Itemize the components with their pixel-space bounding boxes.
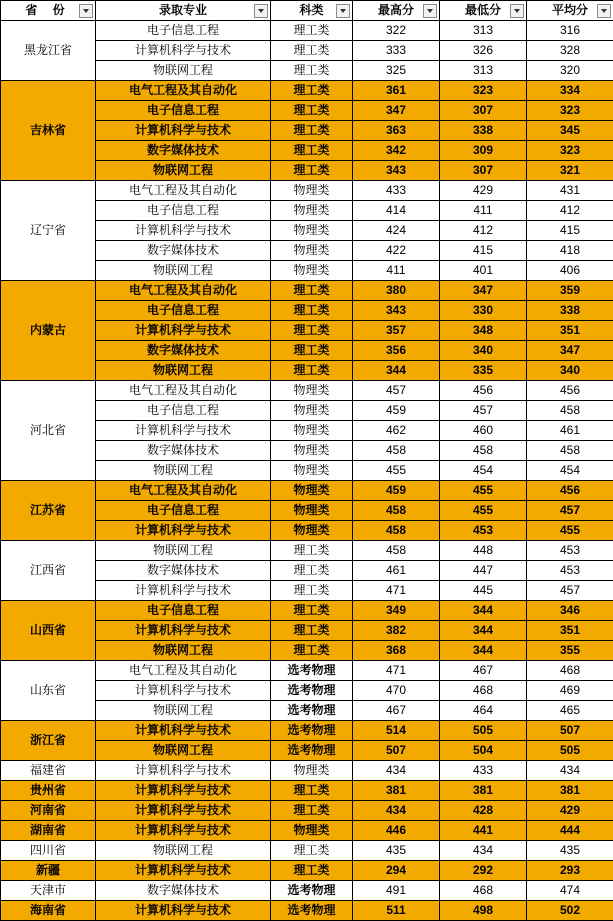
max-score-cell: 361 (353, 81, 440, 101)
major-cell: 物联网工程 (96, 741, 271, 761)
avg-score-cell: 406 (527, 261, 613, 281)
header-row (1, 1, 613, 21)
avg-score-cell: 316 (527, 21, 613, 41)
category-cell: 理工类 (271, 841, 353, 861)
avg-score-cell: 346 (527, 601, 613, 621)
min-score-cell: 340 (440, 341, 527, 361)
major-cell: 电子信息工程 (96, 21, 271, 41)
min-score-cell: 433 (440, 761, 527, 781)
max-score-cell: 325 (353, 61, 440, 81)
category-cell: 物理类 (271, 461, 353, 481)
avg-score-cell: 502 (527, 901, 613, 921)
min-score-cell: 348 (440, 321, 527, 341)
column-header-major-label: 录取专业 (159, 3, 207, 17)
province-cell: 黑龙江省 (1, 21, 96, 81)
avg-score-cell: 458 (527, 441, 613, 461)
min-score-cell: 454 (440, 461, 527, 481)
major-cell: 电气工程及其自动化 (96, 81, 271, 101)
column-header-category[interactable] (271, 1, 353, 21)
category-cell: 选考物理 (271, 721, 353, 741)
avg-score-cell: 444 (527, 821, 613, 841)
major-cell: 数字媒体技术 (96, 881, 271, 901)
province-cell: 江西省 (1, 541, 96, 601)
min-score-cell: 330 (440, 301, 527, 321)
table-row (1, 601, 613, 621)
avg-score-cell: 347 (527, 341, 613, 361)
max-score-cell: 333 (353, 41, 440, 61)
province-cell: 山东省 (1, 661, 96, 721)
max-score-cell: 381 (353, 781, 440, 801)
category-cell: 物理类 (271, 441, 353, 461)
avg-score-cell: 321 (527, 161, 613, 181)
column-header-category-label: 科类 (299, 3, 323, 17)
category-cell: 理工类 (271, 281, 353, 301)
category-cell: 理工类 (271, 601, 353, 621)
avg-score-cell: 323 (527, 141, 613, 161)
max-score-cell: 343 (353, 301, 440, 321)
major-cell: 电气工程及其自动化 (96, 381, 271, 401)
min-score-cell: 460 (440, 421, 527, 441)
province-cell: 河南省 (1, 801, 96, 821)
category-cell: 理工类 (271, 581, 353, 601)
column-header-avg-label: 平均分 (552, 3, 588, 17)
avg-score-cell: 453 (527, 561, 613, 581)
table-row (1, 281, 613, 301)
category-cell: 理工类 (271, 121, 353, 141)
max-score-cell: 434 (353, 801, 440, 821)
min-score-cell: 344 (440, 621, 527, 641)
avg-score-cell: 456 (527, 481, 613, 501)
column-header-major[interactable] (96, 1, 271, 21)
province-cell: 内蒙古 (1, 281, 96, 381)
max-score-cell: 457 (353, 381, 440, 401)
major-cell: 计算机科学与技术 (96, 121, 271, 141)
major-cell: 电气工程及其自动化 (96, 481, 271, 501)
min-score-cell: 307 (440, 161, 527, 181)
major-cell: 计算机科学与技术 (96, 781, 271, 801)
max-score-cell: 458 (353, 501, 440, 521)
category-cell: 理工类 (271, 541, 353, 561)
max-score-cell: 414 (353, 201, 440, 221)
table-row (1, 761, 613, 781)
min-score-cell: 335 (440, 361, 527, 381)
major-cell: 数字媒体技术 (96, 441, 271, 461)
min-score-cell: 313 (440, 61, 527, 81)
avg-score-cell: 412 (527, 201, 613, 221)
min-score-cell: 455 (440, 501, 527, 521)
min-score-cell: 428 (440, 801, 527, 821)
max-score-cell: 461 (353, 561, 440, 581)
min-score-cell: 453 (440, 521, 527, 541)
category-cell: 物理类 (271, 421, 353, 441)
avg-score-cell: 323 (527, 101, 613, 121)
max-score-cell: 380 (353, 281, 440, 301)
max-score-cell: 342 (353, 141, 440, 161)
max-score-cell: 462 (353, 421, 440, 441)
category-cell: 理工类 (271, 621, 353, 641)
category-cell: 理工类 (271, 141, 353, 161)
min-score-cell: 381 (440, 781, 527, 801)
avg-score-cell: 415 (527, 221, 613, 241)
min-score-cell: 456 (440, 381, 527, 401)
avg-score-cell: 457 (527, 581, 613, 601)
max-score-cell: 294 (353, 861, 440, 881)
province-cell: 辽宁省 (1, 181, 96, 281)
column-header-province[interactable] (1, 1, 96, 21)
max-score-cell: 356 (353, 341, 440, 361)
min-score-cell: 505 (440, 721, 527, 741)
filter-dropdown-icon-province[interactable] (79, 4, 93, 18)
category-cell: 理工类 (271, 561, 353, 581)
major-cell: 数字媒体技术 (96, 141, 271, 161)
min-score-cell: 468 (440, 681, 527, 701)
max-score-cell: 422 (353, 241, 440, 261)
major-cell: 计算机科学与技术 (96, 861, 271, 881)
major-cell: 计算机科学与技术 (96, 581, 271, 601)
category-cell: 理工类 (271, 81, 353, 101)
avg-score-cell: 429 (527, 801, 613, 821)
table-row (1, 841, 613, 861)
major-cell: 计算机科学与技术 (96, 621, 271, 641)
province-cell: 四川省 (1, 841, 96, 861)
min-score-cell: 323 (440, 81, 527, 101)
major-cell: 物联网工程 (96, 461, 271, 481)
min-score-cell: 415 (440, 241, 527, 261)
avg-score-cell: 351 (527, 621, 613, 641)
category-cell: 选考物理 (271, 681, 353, 701)
major-cell: 物联网工程 (96, 641, 271, 661)
category-cell: 理工类 (271, 101, 353, 121)
category-cell: 选考物理 (271, 661, 353, 681)
max-score-cell: 446 (353, 821, 440, 841)
avg-score-cell: 334 (527, 81, 613, 101)
category-cell: 理工类 (271, 21, 353, 41)
avg-score-cell: 345 (527, 121, 613, 141)
min-score-cell: 412 (440, 221, 527, 241)
avg-score-cell: 474 (527, 881, 613, 901)
table-row (1, 821, 613, 841)
category-cell: 理工类 (271, 781, 353, 801)
category-cell: 物理类 (271, 181, 353, 201)
max-score-cell: 433 (353, 181, 440, 201)
avg-score-cell: 505 (527, 741, 613, 761)
min-score-cell: 448 (440, 541, 527, 561)
major-cell: 电子信息工程 (96, 601, 271, 621)
avg-score-cell: 293 (527, 861, 613, 881)
category-cell: 理工类 (271, 61, 353, 81)
min-score-cell: 411 (440, 201, 527, 221)
avg-score-cell: 454 (527, 461, 613, 481)
max-score-cell: 343 (353, 161, 440, 181)
major-cell: 计算机科学与技术 (96, 41, 271, 61)
max-score-cell: 470 (353, 681, 440, 701)
avg-score-cell: 434 (527, 761, 613, 781)
max-score-cell: 471 (353, 581, 440, 601)
major-cell: 计算机科学与技术 (96, 761, 271, 781)
max-score-cell: 382 (353, 621, 440, 641)
min-score-cell: 344 (440, 601, 527, 621)
major-cell: 物联网工程 (96, 361, 271, 381)
max-score-cell: 357 (353, 321, 440, 341)
category-cell: 物理类 (271, 261, 353, 281)
major-cell: 计算机科学与技术 (96, 681, 271, 701)
province-cell: 浙江省 (1, 721, 96, 761)
table-row (1, 21, 613, 41)
major-cell: 计算机科学与技术 (96, 321, 271, 341)
filter-dropdown-icon-min[interactable] (510, 4, 524, 18)
max-score-cell: 435 (353, 841, 440, 861)
column-header-province-label: 省 份 (25, 3, 70, 17)
avg-score-cell: 455 (527, 521, 613, 541)
max-score-cell: 514 (353, 721, 440, 741)
min-score-cell: 468 (440, 881, 527, 901)
max-score-cell: 458 (353, 541, 440, 561)
min-score-cell: 344 (440, 641, 527, 661)
max-score-cell: 459 (353, 481, 440, 501)
max-score-cell: 363 (353, 121, 440, 141)
major-cell: 电气工程及其自动化 (96, 661, 271, 681)
min-score-cell: 464 (440, 701, 527, 721)
max-score-cell: 344 (353, 361, 440, 381)
province-cell: 贵州省 (1, 781, 96, 801)
major-cell: 电子信息工程 (96, 501, 271, 521)
major-cell: 电气工程及其自动化 (96, 181, 271, 201)
province-cell: 新疆 (1, 861, 96, 881)
major-cell: 计算机科学与技术 (96, 221, 271, 241)
min-score-cell: 447 (440, 561, 527, 581)
category-cell: 物理类 (271, 521, 353, 541)
major-cell: 物联网工程 (96, 841, 271, 861)
major-cell: 电子信息工程 (96, 301, 271, 321)
province-cell: 福建省 (1, 761, 96, 781)
min-score-cell: 504 (440, 741, 527, 761)
province-cell: 河北省 (1, 381, 96, 481)
max-score-cell: 491 (353, 881, 440, 901)
column-header-avg[interactable] (527, 1, 613, 21)
table-row (1, 661, 613, 681)
category-cell: 物理类 (271, 241, 353, 261)
avg-score-cell: 320 (527, 61, 613, 81)
major-cell: 计算机科学与技术 (96, 801, 271, 821)
category-cell: 选考物理 (271, 901, 353, 921)
max-score-cell: 455 (353, 461, 440, 481)
avg-score-cell: 359 (527, 281, 613, 301)
category-cell: 物理类 (271, 821, 353, 841)
table-row (1, 901, 613, 921)
major-cell: 物联网工程 (96, 161, 271, 181)
min-score-cell: 457 (440, 401, 527, 421)
major-cell: 计算机科学与技术 (96, 521, 271, 541)
province-cell: 海南省 (1, 901, 96, 921)
category-cell: 物理类 (271, 501, 353, 521)
max-score-cell: 411 (353, 261, 440, 281)
table-row (1, 781, 613, 801)
major-cell: 计算机科学与技术 (96, 721, 271, 741)
avg-score-cell: 458 (527, 401, 613, 421)
category-cell: 物理类 (271, 221, 353, 241)
column-header-max[interactable] (353, 1, 440, 21)
column-header-min[interactable] (440, 1, 527, 21)
category-cell: 理工类 (271, 641, 353, 661)
avg-score-cell: 457 (527, 501, 613, 521)
category-cell: 选考物理 (271, 881, 353, 901)
table-row (1, 381, 613, 401)
avg-score-cell: 469 (527, 681, 613, 701)
avg-score-cell: 340 (527, 361, 613, 381)
major-cell: 数字媒体技术 (96, 241, 271, 261)
major-cell: 物联网工程 (96, 61, 271, 81)
min-score-cell: 313 (440, 21, 527, 41)
filter-dropdown-icon-major[interactable] (254, 4, 268, 18)
avg-score-cell: 461 (527, 421, 613, 441)
max-score-cell: 511 (353, 901, 440, 921)
min-score-cell: 401 (440, 261, 527, 281)
category-cell: 选考物理 (271, 741, 353, 761)
max-score-cell: 322 (353, 21, 440, 41)
category-cell: 物理类 (271, 761, 353, 781)
major-cell: 物联网工程 (96, 701, 271, 721)
category-cell: 理工类 (271, 161, 353, 181)
max-score-cell: 349 (353, 601, 440, 621)
max-score-cell: 467 (353, 701, 440, 721)
category-cell: 物理类 (271, 481, 353, 501)
category-cell: 理工类 (271, 321, 353, 341)
province-cell: 吉林省 (1, 81, 96, 181)
province-cell: 江苏省 (1, 481, 96, 541)
max-score-cell: 458 (353, 521, 440, 541)
table-row (1, 861, 613, 881)
avg-score-cell: 465 (527, 701, 613, 721)
table-row (1, 881, 613, 901)
table-row (1, 81, 613, 101)
table-row (1, 541, 613, 561)
max-score-cell: 458 (353, 441, 440, 461)
min-score-cell: 347 (440, 281, 527, 301)
category-cell: 物理类 (271, 381, 353, 401)
province-cell: 天津市 (1, 881, 96, 901)
filter-dropdown-icon-avg[interactable] (597, 4, 611, 18)
avg-score-cell: 507 (527, 721, 613, 741)
major-cell: 计算机科学与技术 (96, 901, 271, 921)
avg-score-cell: 435 (527, 841, 613, 861)
min-score-cell: 338 (440, 121, 527, 141)
category-cell: 物理类 (271, 401, 353, 421)
max-score-cell: 507 (353, 741, 440, 761)
max-score-cell: 347 (353, 101, 440, 121)
avg-score-cell: 418 (527, 241, 613, 261)
table-row (1, 801, 613, 821)
min-score-cell: 309 (440, 141, 527, 161)
min-score-cell: 434 (440, 841, 527, 861)
min-score-cell: 455 (440, 481, 527, 501)
major-cell: 数字媒体技术 (96, 341, 271, 361)
min-score-cell: 445 (440, 581, 527, 601)
filter-dropdown-icon-category[interactable] (336, 4, 350, 18)
max-score-cell: 434 (353, 761, 440, 781)
table-row (1, 721, 613, 741)
category-cell: 物理类 (271, 201, 353, 221)
major-cell: 电子信息工程 (96, 401, 271, 421)
category-cell: 理工类 (271, 801, 353, 821)
major-cell: 物联网工程 (96, 541, 271, 561)
major-cell: 计算机科学与技术 (96, 821, 271, 841)
column-header-min-label: 最低分 (465, 3, 501, 17)
max-score-cell: 368 (353, 641, 440, 661)
category-cell: 理工类 (271, 41, 353, 61)
min-score-cell: 498 (440, 901, 527, 921)
category-cell: 理工类 (271, 341, 353, 361)
min-score-cell: 307 (440, 101, 527, 121)
category-cell: 理工类 (271, 301, 353, 321)
filter-dropdown-icon-max[interactable] (423, 4, 437, 18)
category-cell: 理工类 (271, 861, 353, 881)
table-header (1, 1, 613, 21)
min-score-cell: 441 (440, 821, 527, 841)
table-body (1, 21, 613, 921)
min-score-cell: 458 (440, 441, 527, 461)
category-cell: 选考物理 (271, 701, 353, 721)
avg-score-cell: 381 (527, 781, 613, 801)
major-cell: 电气工程及其自动化 (96, 281, 271, 301)
min-score-cell: 326 (440, 41, 527, 61)
table-row (1, 181, 613, 201)
major-cell: 计算机科学与技术 (96, 421, 271, 441)
major-cell: 数字媒体技术 (96, 561, 271, 581)
avg-score-cell: 456 (527, 381, 613, 401)
avg-score-cell: 328 (527, 41, 613, 61)
avg-score-cell: 453 (527, 541, 613, 561)
avg-score-cell: 338 (527, 301, 613, 321)
province-cell: 湖南省 (1, 821, 96, 841)
major-cell: 物联网工程 (96, 261, 271, 281)
avg-score-cell: 355 (527, 641, 613, 661)
column-header-max-label: 最高分 (378, 3, 414, 17)
max-score-cell: 424 (353, 221, 440, 241)
major-cell: 电子信息工程 (96, 101, 271, 121)
avg-score-cell: 468 (527, 661, 613, 681)
major-cell: 电子信息工程 (96, 201, 271, 221)
table-row (1, 481, 613, 501)
max-score-cell: 459 (353, 401, 440, 421)
min-score-cell: 292 (440, 861, 527, 881)
max-score-cell: 471 (353, 661, 440, 681)
province-cell: 山西省 (1, 601, 96, 661)
category-cell: 理工类 (271, 361, 353, 381)
avg-score-cell: 351 (527, 321, 613, 341)
min-score-cell: 429 (440, 181, 527, 201)
min-score-cell: 467 (440, 661, 527, 681)
avg-score-cell: 431 (527, 181, 613, 201)
